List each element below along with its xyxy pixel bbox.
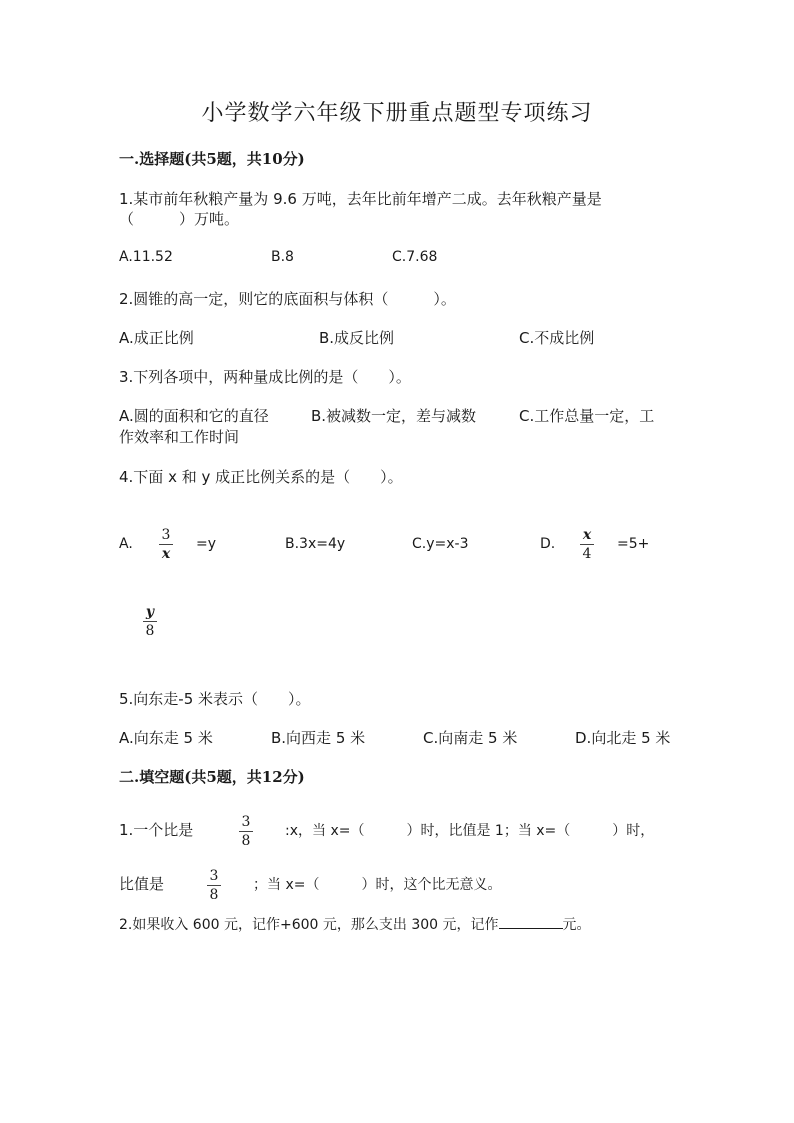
fill-q1-line2-rest: ；当 x=（ ）时，这个比无意义。 — [253, 877, 502, 893]
fraction-numerator: x — [582, 527, 592, 543]
section-heading-fill: 二.填空题(共5题，共12分) — [119, 768, 305, 786]
fraction-denominator: 8 — [145, 623, 155, 639]
answer-blank — [499, 914, 563, 929]
q5-option-c: C.向南走 5 米 — [423, 729, 518, 747]
fraction-bar — [580, 544, 594, 545]
fill-q2-suffix: 元。 — [562, 917, 591, 933]
fraction-denominator: x — [161, 546, 171, 562]
fraction-denominator: 8 — [209, 887, 219, 903]
fraction-numerator: 3 — [209, 868, 219, 884]
fraction-denominator: 8 — [241, 833, 251, 849]
fraction-numerator: 3 — [161, 527, 171, 543]
q4-option-c: C.y=x-3 — [412, 536, 469, 552]
fill-q2-question: 2.如果收入 600 元，记作+600 元，那么支出 300 元，记作 — [119, 917, 499, 933]
fraction-bar — [239, 831, 253, 832]
question-2-text: 2.圆锥的高一定，则它的底面积与体积（ ）。 — [119, 290, 456, 308]
q4-option-d-fraction — [580, 527, 594, 562]
q4-option-b: B.3x=4y — [285, 536, 346, 552]
question-5-text: 5.向东走-5 米表示（ ）。 — [119, 690, 311, 708]
fraction-numerator: 3 — [241, 814, 251, 830]
q4-option-a-label: A. — [119, 536, 133, 552]
q4-option-d-label: D. — [540, 536, 556, 552]
fraction-numerator: y — [145, 604, 155, 620]
q1-option-b: B.8 — [271, 249, 294, 265]
section-heading-choice: 一.选择题(共5题，共10分) — [119, 150, 305, 168]
q4-option-a-rest: =y — [196, 536, 217, 552]
fill-q1-fraction — [239, 814, 253, 849]
q4-option-d-rest: =5+ — [617, 536, 650, 552]
q5-option-d: D.向北走 5 米 — [575, 729, 671, 747]
fraction-bar — [159, 544, 173, 545]
q4-option-d-fraction-2 — [143, 604, 157, 639]
q1-option-a: A.11.52 — [119, 249, 173, 265]
q5-option-a: A.向东走 5 米 — [119, 729, 213, 747]
fraction-bar — [207, 885, 221, 886]
q5-option-b: B.向西走 5 米 — [271, 729, 366, 747]
q3-option-c: C.工作总量一定，工 — [519, 407, 655, 425]
fraction-bar — [143, 621, 157, 622]
page-title: 小学数学六年级下册重点题型专项练习 — [201, 101, 593, 126]
q2-option-b: B.成反比例 — [319, 329, 395, 347]
q4-option-a-fraction — [159, 527, 173, 562]
question-3-text: 3.下列各项中，两种量成比例的是（ ）。 — [119, 368, 411, 386]
question-4-text: 4.下面 x 和 y 成正比例关系的是（ ）。 — [119, 468, 403, 486]
q3-option-c-cont: 作效率和工作时间 — [119, 428, 240, 446]
fill-q2-text — [119, 914, 591, 934]
fill-q1-line2-prefix: 比值是 — [119, 875, 165, 893]
q3-option-a: A.圆的面积和它的直径 — [119, 407, 269, 425]
q2-option-a: A.成正比例 — [119, 329, 194, 347]
fill-q1-rest: :x，当 x=（ ）时，比值是 1；当 x=（ ）时， — [285, 823, 655, 839]
q2-option-c: C.不成比例 — [519, 329, 595, 347]
fill-q1-prefix: 1.一个比是 — [119, 821, 194, 839]
fraction-denominator: 4 — [582, 546, 592, 562]
q3-option-b: B.被减数一定，差与减数 — [311, 407, 477, 425]
q1-option-c: C.7.68 — [392, 249, 438, 265]
question-1-text: 1.某市前年秋粮产量为 9.6 万吨，去年比前年增产二成。去年秋粮产量是 — [119, 190, 602, 208]
fill-q1-fraction-2 — [207, 868, 221, 903]
question-1-text-cont: （ ）万吨。 — [119, 210, 240, 228]
